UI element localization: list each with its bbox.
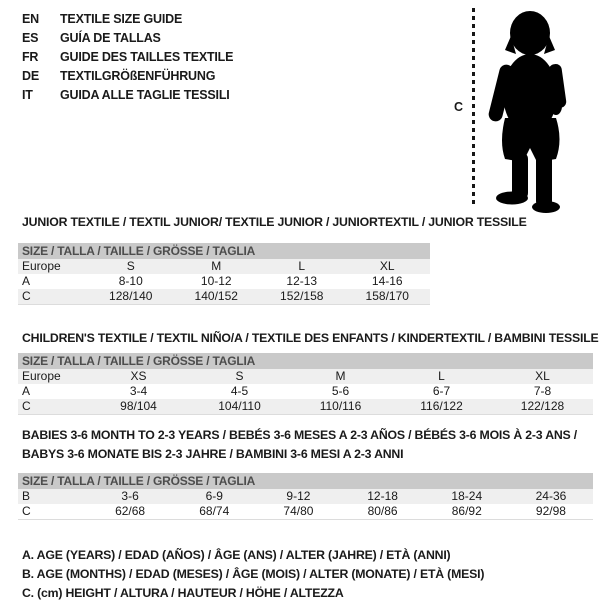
table-cell: 68/74 — [199, 504, 230, 518]
table-cell: 116/122 — [420, 399, 463, 413]
table-cell: S — [126, 259, 135, 273]
language-row-en — [22, 10, 233, 29]
table-cell: 140/152 — [194, 289, 238, 303]
table-cell: 92/98 — [535, 504, 566, 518]
table-cell: 3-4 — [129, 384, 148, 398]
babies-size-table — [18, 473, 593, 520]
row-label: A — [22, 384, 31, 398]
row-label: Europe — [22, 369, 61, 383]
junior-table-title: JUNIOR TEXTILE / TEXTIL JUNIOR/ TEXTILE JUNIOR / JUNIORTEXTIL / JUNIOR TESSILE — [22, 215, 527, 229]
children-size-table — [18, 353, 593, 415]
junior-size-table — [18, 243, 430, 305]
footnote-age-years: A. AGE (YEARS) / EDAD (AÑOS) / ÂGE (ANS) / ALTER (JAHRE) / ETÀ (ANNI) — [22, 548, 451, 562]
row-label: C — [22, 399, 31, 413]
language-title: TEXTILGRÖßENFÜHRUNG — [60, 69, 216, 83]
table-cell: 4-5 — [230, 384, 249, 398]
language-code: ES — [22, 31, 39, 45]
table-cell: 18-24 — [451, 489, 483, 503]
language-row-it — [22, 86, 233, 105]
size-header-band: SIZE / TALLA / TAILLE / GRÖSSE / TAGLIA — [18, 243, 430, 259]
table-cell: XL — [379, 259, 395, 273]
table-cell: 12-13 — [286, 274, 318, 288]
table-cell: 7-8 — [533, 384, 552, 398]
table-cell: 128/140 — [109, 289, 153, 303]
table-cell: 8-10 — [118, 274, 143, 288]
table-cell: L — [298, 259, 306, 273]
language-code: EN — [22, 12, 39, 26]
table-cell: 5-6 — [331, 384, 350, 398]
table-row — [18, 289, 430, 304]
table-cell: 12-18 — [367, 489, 398, 503]
table-row — [18, 504, 593, 519]
table-cell: 74/80 — [283, 504, 314, 518]
table-cell: 110/116 — [319, 399, 362, 413]
language-title: TEXTILE SIZE GUIDE — [60, 12, 183, 26]
table-row — [18, 369, 593, 384]
table-cell: 9-12 — [286, 489, 311, 503]
table-cell: 24-36 — [535, 489, 567, 503]
table-cell: 104/110 — [218, 399, 261, 413]
table-cell: 122/128 — [520, 399, 565, 413]
table-row — [18, 384, 593, 399]
table-cell: L — [438, 369, 445, 383]
language-code: IT — [22, 88, 33, 102]
row-label: Europe — [22, 259, 61, 273]
table-cell: 98/104 — [120, 399, 157, 413]
table-cell: 86/92 — [451, 504, 482, 518]
table-cell: XL — [535, 369, 550, 383]
legend-footnotes — [18, 546, 593, 603]
table-cell: 62/68 — [115, 504, 146, 518]
table-cell: M — [335, 369, 346, 383]
row-label: C — [22, 504, 31, 518]
table-cell: 14-16 — [371, 274, 403, 288]
table-row — [18, 259, 430, 274]
table-cell: XS — [130, 369, 147, 383]
language-row-es — [22, 29, 233, 48]
language-row-de — [22, 67, 233, 86]
table-cell: 158/170 — [365, 289, 409, 303]
language-code: FR — [22, 50, 39, 64]
table-cell: 80/86 — [367, 504, 398, 518]
size-header-band: SIZE / TALLA / TAILLE / GRÖSSE / TAGLIA — [18, 473, 593, 489]
table-cell: S — [235, 369, 244, 383]
table-cell: 3-6 — [121, 489, 139, 503]
row-label: C — [22, 289, 31, 303]
babies-table-title: BABIES 3-6 MONTH TO 2-3 YEARS / BEBÉS 3-6 MESES A 2-3 AÑOS / BÉBÉS 3-6 MOIS À 2-3 ANS / BABYS 3-6 MONATE BIS 2-3 JAHRE / BAMBINI 3-6 MESI A 2-3 ANNI — [22, 428, 577, 461]
table-row — [18, 399, 593, 414]
height-measure-label: C — [454, 100, 464, 114]
footnote-height-cm: C. (cm) HEIGHT / ALTURA / HAUTEUR / HÖHE / ALTEZZA — [22, 586, 344, 600]
table-row — [18, 274, 430, 289]
language-code: DE — [22, 69, 39, 83]
language-title: GUIDE DES TAILLES TEXTILE — [60, 50, 234, 64]
table-cell: 10-12 — [200, 274, 232, 288]
height-measure-dashed-line — [472, 8, 475, 206]
size-header-band: SIZE / TALLA / TAILLE / GRÖSSE / TAGLIA — [18, 353, 593, 369]
footnote-age-months: B. AGE (MONTHS) / EDAD (MESES) / ÂGE (MOIS) / ALTER (MONATE) / ETÀ (MESI) — [22, 567, 485, 581]
table-cell: M — [211, 259, 222, 273]
row-label: B — [22, 489, 31, 503]
language-title: GUÍA DE TALLAS — [60, 31, 161, 45]
language-title-block — [22, 10, 233, 105]
size-tables-section — [18, 215, 599, 603]
table-cell: 6-9 — [205, 489, 223, 503]
language-title: GUIDA ALLE TAGLIE TESSILI — [60, 88, 230, 102]
row-label: A — [22, 274, 31, 288]
children-table-title: CHILDREN'S TEXTILE / TEXTIL NIÑO/A / TEXTILE DES ENFANTS / KINDERTEXTIL / BAMBINI TESSILE — [22, 331, 599, 345]
table-row — [18, 489, 593, 504]
toddler-silhouette-icon — [484, 4, 598, 216]
language-row-fr — [22, 48, 233, 67]
table-cell: 152/158 — [280, 289, 324, 303]
table-cell: 6-7 — [432, 384, 451, 398]
